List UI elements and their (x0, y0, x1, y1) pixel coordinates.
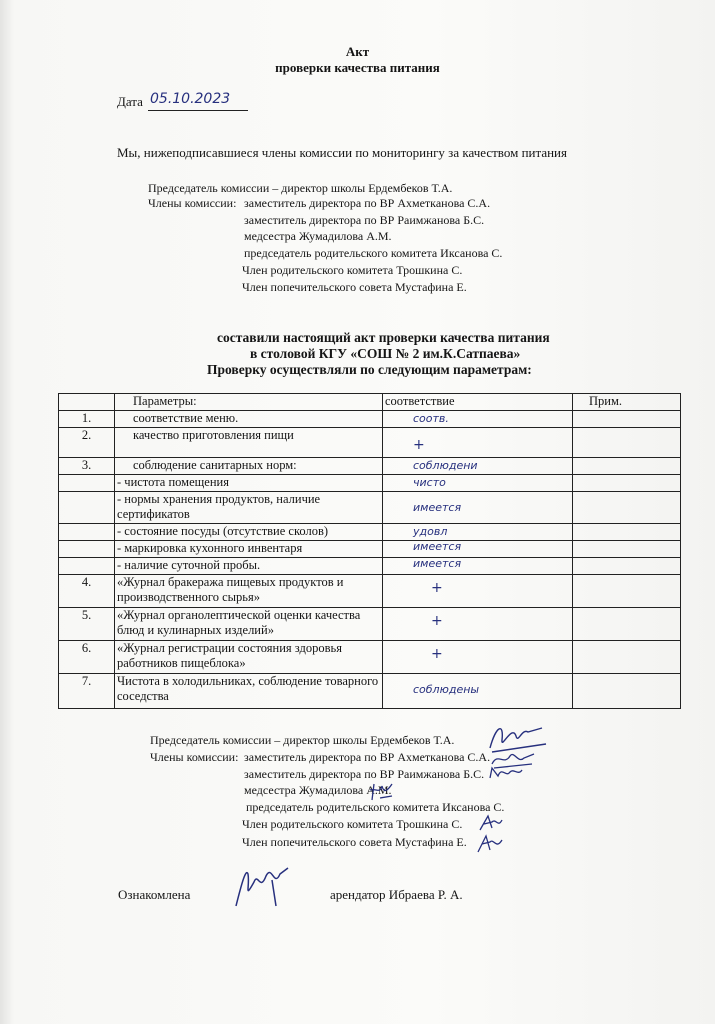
row-compliance (383, 558, 573, 575)
row-parameter: - маркировка кухонного инвентаря (115, 541, 383, 558)
handwritten-mark: чисто (413, 476, 446, 489)
signature-member5 (476, 812, 506, 834)
row-number: 5. (59, 608, 115, 641)
row-number: 7. (59, 674, 115, 709)
table-row (59, 558, 681, 575)
date-label: Дата (117, 94, 143, 109)
members-label-bottom: Члены комиссии: (150, 750, 239, 764)
row-number: 4. (59, 575, 115, 608)
handwritten-mark: + (431, 580, 443, 596)
row-note (573, 608, 681, 641)
row-compliance (383, 492, 573, 524)
header-compliance: соответствие (383, 394, 573, 411)
member5-top: Член родительского комитета Трошкина С. (242, 263, 463, 277)
table-row (59, 475, 681, 492)
row-note (573, 458, 681, 475)
doc-title: Акт (345, 44, 370, 59)
row-parameter: - чистота помещения (115, 475, 383, 492)
row-note (573, 411, 681, 428)
member2-bottom: заместитель директора по ВР Раимжанова Б.С. (244, 767, 485, 781)
intro-text: Мы, нижеподписавшиеся члены комиссии по мониторингу за качеством питания (117, 145, 567, 160)
row-note (573, 541, 681, 558)
header-params: Параметры: (115, 394, 383, 411)
signature-member3 (366, 780, 398, 804)
row-number: 6. (59, 641, 115, 674)
handwritten-mark: + (431, 646, 443, 662)
table-header-row (59, 394, 681, 411)
member6-top: Член попечительского совета Мустафина Е. (242, 280, 467, 294)
table-row (59, 428, 681, 458)
handwritten-mark: + (431, 613, 443, 629)
table-row (59, 641, 681, 674)
date-underline (148, 110, 248, 111)
row-compliance (383, 575, 573, 608)
handwritten-mark: удовл (413, 525, 448, 538)
row-note (573, 641, 681, 674)
table-row (59, 541, 681, 558)
row-compliance (383, 428, 573, 458)
row-compliance (383, 475, 573, 492)
table-row (59, 458, 681, 475)
table-row (59, 575, 681, 608)
act-heading-line2: в столовой КГУ «СОШ № 2 им.К.Сатпаева» (250, 346, 521, 361)
handwritten-mark: имеется (413, 557, 462, 570)
row-note (573, 575, 681, 608)
parameters-table (58, 393, 681, 709)
row-compliance (383, 541, 573, 558)
row-parameter: «Журнал органолептической оценки качества блюд и кулинарных изделий» (115, 608, 383, 641)
member6-bottom: Член попечительского совета Мустафина Е. (242, 835, 467, 849)
row-note (573, 492, 681, 524)
row-parameter: Чистота в холодильниках, соблюдение товарного соседства (115, 674, 383, 709)
row-parameter: - нормы хранения продуктов, наличие сертификатов (115, 492, 383, 524)
signature-member2 (486, 762, 526, 784)
row-parameter: соблюдение санитарных норм: (115, 458, 383, 475)
member4-top: председатель родительского комитета Иксанова С. (244, 246, 503, 260)
handwritten-mark: имеется (413, 540, 462, 553)
row-number (59, 541, 115, 558)
row-number: 2. (59, 428, 115, 458)
member1-bottom: заместитель директора по ВР Ахметканова С.А. (244, 750, 491, 764)
row-number (59, 492, 115, 524)
row-number: 3. (59, 458, 115, 475)
chair-line-bottom: Председатель комиссии – директор школы Ердембеков Т.А. (150, 733, 455, 747)
row-compliance (383, 524, 573, 541)
row-parameter: «Журнал регистрации состояния здоровья работников пищеблока» (115, 641, 383, 674)
date-value: 05.10.2023 (150, 91, 231, 107)
member1-top: заместитель директора по ВР Ахметканова С.А. (244, 196, 491, 210)
row-note (573, 674, 681, 709)
member5-bottom: Член родительского комитета Трошкина С. (242, 817, 463, 831)
row-parameter: качество приготовления пищи (115, 428, 383, 458)
handwritten-mark: соблюдены (413, 683, 480, 696)
row-note (573, 475, 681, 492)
table-row (59, 524, 681, 541)
table-row (59, 411, 681, 428)
row-parameter: «Журнал бракеража пищевых продуктов и производственного сырья» (115, 575, 383, 608)
act-heading-line3: Проверку осуществляли по следующим параметрам: (207, 362, 532, 377)
table-row (59, 674, 681, 709)
row-parameter: - состояние посуды (отсутствие сколов) (115, 524, 383, 541)
handwritten-mark: соблюдени (413, 459, 478, 472)
signature-member6 (474, 832, 506, 856)
row-number (59, 558, 115, 575)
row-number: 1. (59, 411, 115, 428)
row-number (59, 524, 115, 541)
row-compliance (383, 674, 573, 709)
row-note (573, 558, 681, 575)
tenant-line: арендатор Ибраева Р. А. (330, 887, 463, 902)
row-note (573, 428, 681, 458)
row-note (573, 524, 681, 541)
member3-bottom: медсестра Жумадилова А.М. (244, 783, 392, 797)
header-notes: Прим. (573, 394, 681, 411)
members-label-top: Члены комиссии: (148, 196, 237, 210)
member3-top: медсестра Жумадилова А.М. (244, 229, 392, 243)
row-compliance (383, 608, 573, 641)
header-num-cell (59, 394, 115, 411)
row-compliance (383, 641, 573, 674)
doc-subtitle: проверки качества питания (275, 60, 440, 75)
handwritten-mark: имеется (413, 501, 462, 514)
row-compliance (383, 411, 573, 428)
row-parameter: соответствие меню. (115, 411, 383, 428)
act-heading-line1: составили настоящий акт проверки качества питания (217, 330, 550, 345)
row-parameter: - наличие суточной пробы. (115, 558, 383, 575)
signature-tenant (232, 862, 296, 910)
row-compliance (383, 458, 573, 475)
table-row (59, 608, 681, 641)
chair-line-top: Председатель комиссии – директор школы Ердембеков Т.А. (148, 181, 453, 195)
table-row (59, 492, 681, 524)
row-number (59, 475, 115, 492)
handwritten-mark: соотв. (413, 412, 449, 425)
acknowledged-label: Ознакомлена (118, 887, 191, 902)
member4-bottom: председатель родительского комитета Иксанова С. (246, 800, 505, 814)
member2-top: заместитель директора по ВР Раимжанова Б.С. (244, 213, 485, 227)
handwritten-mark: + (413, 437, 425, 453)
